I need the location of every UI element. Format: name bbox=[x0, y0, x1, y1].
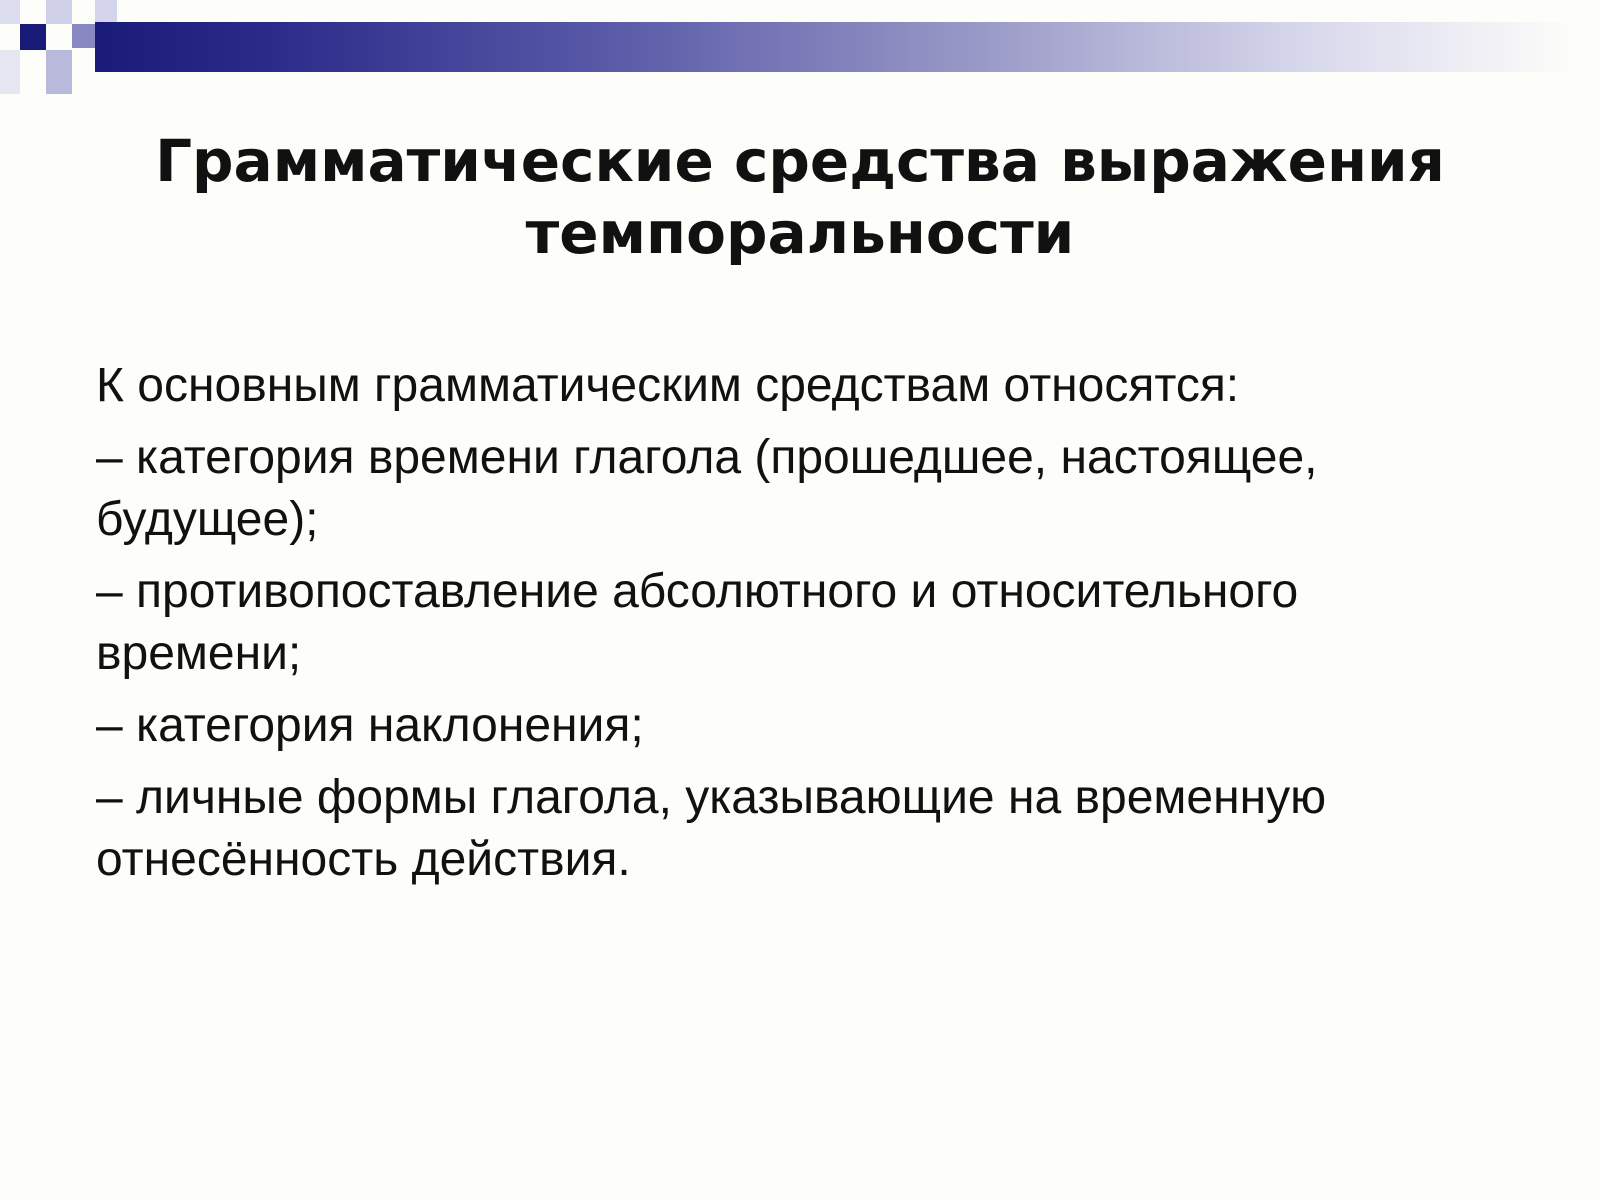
slide-title: Грамматические средства выражения темпоральности bbox=[155, 127, 1445, 267]
list-item: – категория наклонения; bbox=[96, 699, 644, 752]
list-item: – личные формы глагола, указывающие на временную отнесённость действия. bbox=[96, 771, 1327, 886]
slide-body bbox=[96, 355, 1496, 901]
decorative-square bbox=[46, 50, 72, 94]
header-gradient-band bbox=[95, 22, 1575, 72]
intro-paragraph: К основным грамматическим средствам относятся: bbox=[96, 359, 1240, 412]
decorative-square-dark bbox=[20, 24, 46, 50]
decorative-square bbox=[72, 24, 95, 48]
decorative-square bbox=[95, 0, 117, 22]
list-item: – противопоставление абсолютного и относительного времени; bbox=[96, 565, 1299, 680]
list-item: – категория времени глагола (прошедшее, настоящее, будущее); bbox=[96, 431, 1318, 546]
decorative-square bbox=[46, 0, 72, 24]
decorative-square bbox=[0, 0, 20, 24]
decorative-square bbox=[0, 50, 20, 94]
